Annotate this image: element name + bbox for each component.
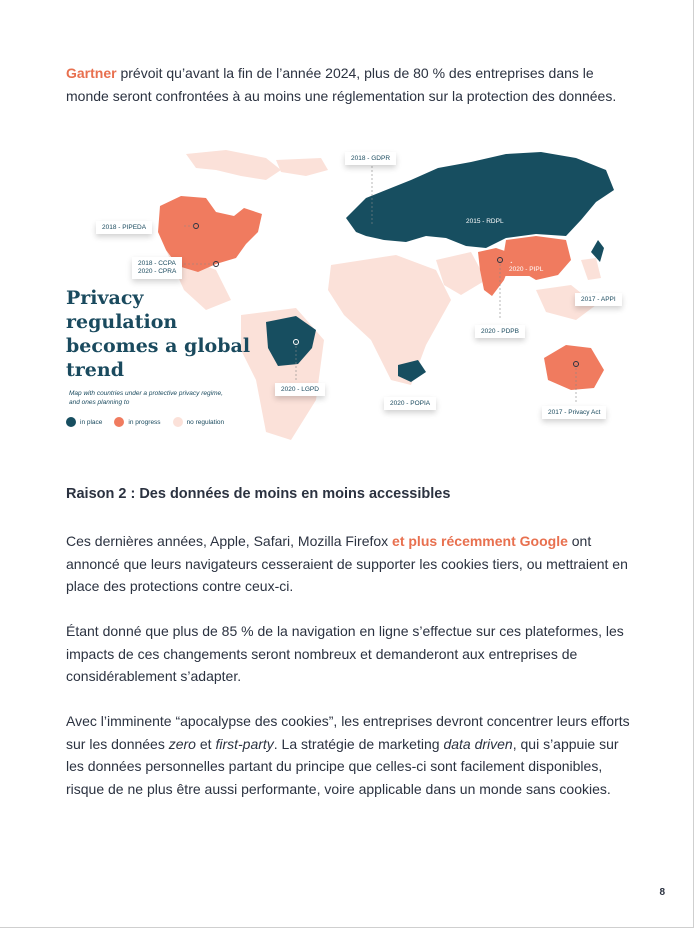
para3-em-data-driven: data driven <box>443 735 513 752</box>
label-popia: 2020 - POPIA <box>384 397 436 410</box>
africa-region <box>328 255 451 385</box>
label-lgpd: 2020 - LGPD <box>275 383 325 396</box>
para3-em-zero: zero <box>168 735 196 752</box>
label-gdpr: 2018 - GDPR <box>345 152 396 165</box>
legend-in-progress <box>114 417 160 427</box>
legend-label: in place <box>80 418 103 426</box>
legend-no-regulation <box>173 417 225 427</box>
australia-region <box>544 345 604 390</box>
page-number: 8 <box>659 887 665 898</box>
map-legend <box>66 417 224 427</box>
figure-subtitle: Map with countries under a protective privacy regime, and ones planning to <box>69 390 223 406</box>
greenland-region <box>186 150 281 180</box>
label-pdpb: 2020 - PDPB <box>475 325 525 338</box>
label-privacy-act: 2017 - Privacy Act <box>542 406 606 419</box>
label-appi: 2017 - APPI <box>575 293 622 306</box>
arctic-region <box>276 158 328 176</box>
label-cpra: 2020 - CPRA <box>138 268 177 275</box>
label-rdpl: 2015 - RDPL <box>460 215 510 228</box>
paragraph-cookies <box>66 710 636 800</box>
paragraph-browsers <box>66 530 636 598</box>
intro-text: prévoit qu’avant la fin de l’année 2024, plus de 80 % des entreprises dans le monde seront confrontées à au moins une réglementation sur la protection des données. <box>66 65 617 104</box>
intro-highlight: Gartner <box>66 65 117 81</box>
korea-region <box>581 258 601 280</box>
para3-em-first-party: first-party <box>215 735 274 752</box>
intro-paragraph <box>66 62 636 107</box>
label-ccpa-cpra <box>132 257 182 279</box>
para3-text-2: et <box>195 735 216 752</box>
in-progress-swatch <box>114 417 124 427</box>
no-regulation-swatch <box>173 417 183 427</box>
para1-text-start: Ces dernières années, Apple, Safari, Mozilla Firefox <box>66 533 393 549</box>
label-pipeda: 2018 - PIPEDA <box>96 221 152 234</box>
label-ccpa: 2018 - CCPA <box>138 260 176 267</box>
figure-title: Privacy regulation becomes a global trend <box>66 287 251 381</box>
para3-text-3: . La stratégie de marketing <box>273 735 444 752</box>
legend-label: in progress <box>128 418 161 426</box>
section-heading: Raison 2 : Des données de moins en moins accessibles <box>66 486 451 502</box>
legend-in-place <box>66 417 102 427</box>
para3-text-1: Avec l’imminente “apocalypse des cookies”, les entreprises devront concentrer leurs efforts sur les données <box>66 713 630 752</box>
para1-text-end: ont annoncé que leurs navigateurs cesseraient de supporter les cookies tiers, ou mettraient en place des protections contre ceux-ci. <box>66 533 628 594</box>
in-place-swatch <box>66 417 76 427</box>
para3-text-4: , qui s’appuie sur les données personnelles partant du principe que celles-ci sont facilement disponibles, risque de ne plus être aussi performante, voire applicable dans un monde sans cookies. <box>66 735 619 797</box>
eurasia-region <box>346 152 614 248</box>
legend-label: no regulation <box>186 418 225 426</box>
para1-highlight: et plus récemment Google <box>392 533 568 549</box>
label-pipl: 2020 - PIPL <box>503 263 549 276</box>
paragraph-impacts: Étant donné que plus de 85 % de la navigation en ligne s’effectue sur ces plateformes, les impacts de ces changements seront nombreux et demanderont aux entreprises de considérablement s’adapter. <box>66 623 624 684</box>
